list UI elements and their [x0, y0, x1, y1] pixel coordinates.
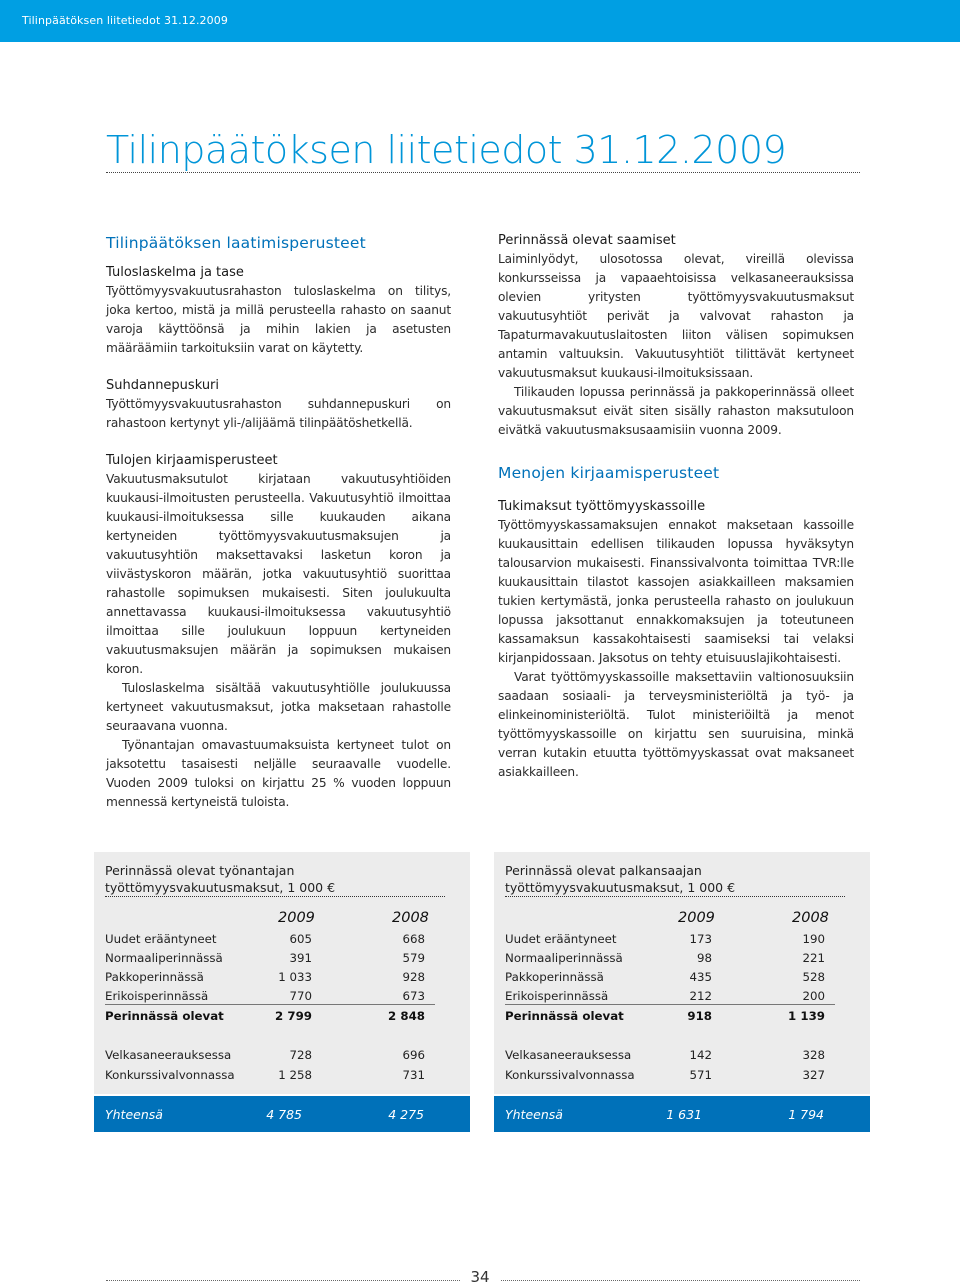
table-title-line2: työttömyysvakuutusmaksut, 1 000 €: [105, 879, 445, 897]
page-number-text: 34: [460, 1268, 499, 1286]
table-title: [105, 862, 445, 897]
text-tuloslaskelma: Työttömyysvakuutusrahaston tuloslaskelma on tilitys, joka kertoo, mistä ja millä perusteella rahasto on saanut varoja käyttöönsä ja mihin lakien ja asetusten määräämiin tarkoituksiin varat on käytetty.: [106, 284, 451, 355]
table-row: Pakkoperinnässä 1 033 928: [105, 970, 425, 984]
running-title: Tilinpäätöksen liitetiedot 31.12.2009: [22, 14, 228, 27]
table-total-row: Yhteensä 4 785 4 275: [94, 1096, 470, 1132]
year-header-1: 2009: [678, 910, 715, 926]
top-banner: [0, 0, 960, 42]
section-title: Tilinpäätöksen laatimisperusteet: [106, 234, 366, 252]
table-row: Pakkoperinnässä 435 528: [505, 970, 825, 984]
text-saamiset-p1: Laiminlyödyt, ulosotossa olevat, vireillä olevissa konkursseissa ja vapaaehtoisissa velkasaneerauksissa olevien yritysten työttömyysvakuutusmaksut vakuutusyhtiöt perivät ja valvovat rahaston ja Tapaturmavakuutuslaitosten liiton välisen sopimuksen antamin valtuuksin. Vakuutusyhtiöt tilittävät kertyneet vakuutusmaksut kuukausi-ilmoituksissaan.: [498, 252, 854, 380]
table-row: Erikoisperinnässä 212 200: [505, 989, 835, 1005]
table-title: [505, 862, 845, 897]
heading-tuloslaskelma: Tuloslaskelma ja tase: [106, 265, 244, 280]
table-title-line2: työttömyysvakuutusmaksut, 1 000 €: [505, 879, 845, 897]
table-row-subtotal: Perinnässä olevat 2 799 2 848: [105, 1009, 425, 1023]
table-row: Uudet erääntyneet 605 668: [105, 932, 425, 946]
text-tukimaksut-p2: Varat työttömyyskassoille maksettaviin valtionosuuksiin saadaan sosiaali- ja terveysministeriöltä ja työ- ja elinkeinoministeriöltä. Tulot ministeriöiltä ja menot työttömyyskassoille on kirjattu sen suuruisina, minkä verran kutakin etuutta työttömyyskassat ovat maksaneet asiakkailleen.: [498, 670, 854, 779]
title-divider: [106, 172, 860, 173]
text-saamiset-p2: Tilikauden lopussa perinnässä ja pakkoperinnässä olleet vakuutusmaksut eivät siten sisälly rahaston maksutuloon eivätkä vakuutusmaksusaamisiin vuonna 2009.: [498, 385, 854, 437]
table-row: Normaaliperinnässä 98 221: [505, 951, 825, 965]
table-row: Velkasaneerauksessa 728 696: [105, 1048, 425, 1062]
text-tukimaksut-p1: Työttömyyskassamaksujen ennakot maksetaan kassoille kuukausittain edellisen tilikauden lopussa hyväksytyn talousarvion mukaisesti. Finanssivalvonta toimittaa TVR:lle kuukausittain tilastot kassojen asiakkailleen maksamien tukien kertymästä, jonka perusteella rahasto on joulukuun lopussa jaksottanut ennakkomaksujen ja toteutuneen kassamaksun kassakohtaisesti saamiseksi tai velaksi kirjanpidossaan. Jaksotus on tehty etuisuuslajikohtaisesti.: [498, 518, 854, 665]
heading-suhdannepuskuri: Suhdannepuskuri: [106, 378, 220, 393]
year-header-2: 2008: [392, 910, 429, 926]
page-number: [0, 1268, 960, 1286]
heading-perinnassa-saamiset: Perinnässä olevat saamiset: [498, 233, 676, 248]
table-row: Konkurssivalvonnassa 571 327: [505, 1068, 825, 1082]
table-row: Erikoisperinnässä 770 673: [105, 989, 435, 1005]
table-row: Konkurssivalvonnassa 1 258 731: [105, 1068, 425, 1082]
text-suhdannepuskuri: Työttömyysvakuutusrahaston suhdannepuskuri on rahastoon kertynyt yli-/alijäämä tilinpäätöshetkellä.: [106, 397, 451, 430]
table-employer-payments: [94, 852, 470, 1156]
year-header-1: 2009: [278, 910, 315, 926]
text-tulot-p1: Vakuutusmaksutulot kirjataan vakuutusyhtiöiden kuukausi-ilmoitusten perusteella. Vakuutusyhtiö ilmoittaa kuukausi-ilmoituksessa sille kuukauden aikana kertyneiden työttömyysvakuutusmaksujen ja vakuutusyhtiön maksettavaksi lasketun koron ja viivästyskoron määrän, jotka vakuutusyhtiö suorittaa rahastolle sopimuksen mukaisesti. Siten joulukuulta annettavassa kuukausi-ilmoituksessa vakuutusyhtiö ilmoittaa sille joulukuun loppuun kertyneiden vakuutusmaksujen määrän ja sopimuksen mukaisen koron.: [106, 472, 451, 676]
heading-menojen-kirjaamisperusteet: Menojen kirjaamisperusteet: [498, 464, 720, 482]
table-row-subtotal: Perinnässä olevat 918 1 139: [505, 1009, 825, 1023]
year-header-2: 2008: [792, 910, 829, 926]
left-column: [106, 232, 451, 812]
table-title-line1: Perinnässä olevat palkansaajan: [505, 863, 702, 878]
heading-tukimaksut: Tukimaksut työttömyyskassoille: [498, 499, 706, 514]
table-employee-payments: [494, 852, 870, 1156]
page-title: Tilinpäätöksen liitetiedot 31.12.2009: [106, 128, 787, 172]
table-row: Uudet erääntyneet 173 190: [505, 932, 825, 946]
text-tulot-p3: Työnantajan omavastuumaksuista kertyneet tulot on jaksotettu tasaisesti neljälle seuraavalle vuodelle. Vuoden 2009 tuloksi on kirjattu 25 % vuoden loppuun mennessä kertyneistä tuloista.: [106, 738, 451, 809]
table-total-row: Yhteensä 1 631 1 794: [494, 1096, 870, 1132]
table-title-line1: Perinnässä olevat työnantajan: [105, 863, 295, 878]
text-tulot-p2: Tuloslaskelma sisältää vakuutusyhtiölle joulukuussa kertyneet vakuutusmaksut, jotka maksetaan rahastolle seuraavana vuonna.: [106, 681, 451, 733]
heading-tulojen-kirjaamisperusteet: Tulojen kirjaamisperusteet: [106, 453, 278, 468]
table-row: Velkasaneerauksessa 142 328: [505, 1048, 825, 1062]
right-column: [498, 232, 854, 782]
table-row: Normaaliperinnässä 391 579: [105, 951, 425, 965]
